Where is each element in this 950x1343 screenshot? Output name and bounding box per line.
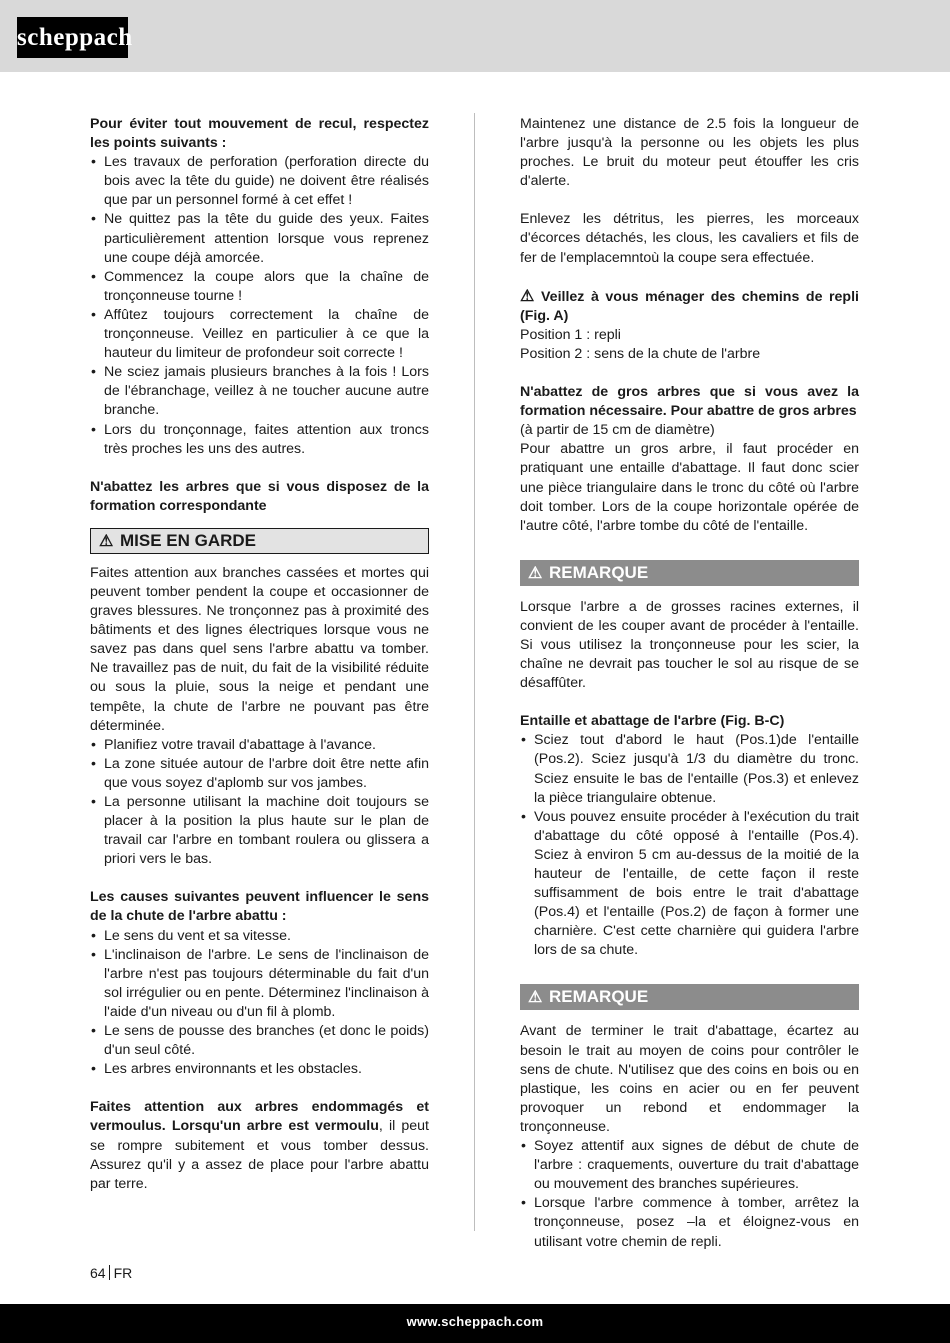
left-column [90, 115, 429, 1194]
notch-heading: Entaille et abattage de l'arbre (Fig. B-C) [520, 713, 785, 730]
warning-list [90, 736, 429, 870]
large-trees-paragraph: Pour abattre un gros arbre, il faut procéder en pratiquant une entaille d'abattage. Il faut donc scier une pièce triangulaire dans le tronc du côté où l'arbre doit tomber. Lors de la coupe horizontale opérée de l'autre côté, l'arbre tombe du côté de l'entaille. [520, 441, 859, 534]
column-divider [474, 113, 475, 1231]
page-number: 64 [90, 1265, 106, 1281]
damaged-trees-paragraph [90, 1098, 429, 1193]
language-code: FR [113, 1265, 133, 1281]
position-1-text: Position 1 : repli [520, 326, 621, 343]
list-item: • Commencez la coupe alors que la chaîne de tronçonneuse tourne ! [90, 268, 429, 306]
warning-triangle-icon: ⚠ [528, 564, 543, 582]
right-column [520, 115, 859, 1252]
warning-paragraph: Faites attention aux branches cassées et mortes qui peuvent tomber pendent la coupe et occasionner de graves blessures. Ne tronçonnez pas à proximité des bâtiments et des lignes électriques lorsque vous ne savez pas dans quel sens l'arbre abattu va tomber. Ne travaillez pas de nuit, du fait de la visibilité réduite ou sous la pluie, sous la neige et pendant une tempête, la chute de l'arbre ne pouvant pas être déterminée. [90, 564, 429, 734]
page-number-separator [109, 1265, 110, 1280]
list-item: • Le sens de pousse des branches (et donc le poids) d'un seul côté. [90, 1022, 429, 1060]
recoil-list [90, 153, 429, 459]
warning-triangle-icon: ⚠ [99, 532, 114, 550]
note-banner [520, 560, 859, 586]
damaged-trees-text: , il peut se rompre subitement et vous tomber dessus. Assurez qu'il y a assez de place pour l'arbre abattu par terre. [90, 1118, 430, 1192]
list-item: • Ne sciez jamais plusieurs branches à la fois ! Lors de l'ébranchage, veillez à ne toucher aucune autre branche. [90, 363, 429, 420]
footer-url[interactable]: www.scheppach.com [406, 1314, 544, 1329]
recoil-heading: Pour éviter tout mouvement de recul, respectez les points suivants : [90, 116, 429, 152]
list-item: • Les travaux de perforation (perforation directe du bois avec la tête du guide) ne doivent être réalisés que par un personnel formé à cet effet ! [90, 153, 429, 210]
position-2-text: Position 2 : sens de la chute de l'arbre [520, 345, 761, 362]
list-item: • La personne utilisant la machine doit toujours se placer à la position la plus haute sur le plan de travail car l'arbre en tombant roulera ou glissera a priori vers le bas. [90, 793, 429, 869]
list-item: • Ne quittez pas la tête du guide des yeux. Faites particulièrement attention lorsque vous reprenez une coupe déjà amorcée. [90, 210, 429, 267]
note-banner [520, 984, 859, 1010]
list-item: • L'inclinaison de l'arbre. Le sens de l'inclinaison de l'arbre n'est pas toujours déterminable du fait d'un sol irrégulier ou en pente. Déterminez l'inclinaison à l'aide d'un niveau ou d'un fil à plomb. [90, 946, 429, 1022]
warning-triangle-icon: ⚠ [528, 989, 543, 1007]
list-item: • La zone située autour de l'arbre doit être nette afin que vous soyez d'aplomb sur vos jambes. [90, 755, 429, 793]
list-item: • Affûtez toujours correctement la chaîne de tronçonneuse. Veillez en particulier à ce que la hauteur du limiteur de profondeur soit correcte ! [90, 306, 429, 363]
note-title: REMARQUE [549, 987, 649, 1007]
wedges-paragraph: Avant de terminer le trait d'abattage, écartez au besoin le trait au moyen de coins pour contrôler le sens de chute. N'utilisez que des coins en bois ou en plastique, les coins en acier ou en fer peuvent provoquer un rebond et endommager la tronçonneuse. [520, 1023, 859, 1135]
warning-banner [90, 528, 429, 554]
retreat-heading: ⚠ Veillez à vous ménager des chemins de repli (Fig. A) [520, 287, 859, 324]
large-trees-heading: N'abattez de gros arbres que si vous avez la formation nécessaire. Pour abattre de gros arbres [520, 384, 859, 420]
list-item: • Vous pouvez ensuite procéder à l'exécution du trait d'abattage du côté opposé à l'entaille (Pos.4). Sciez à environ 5 cm au-dessus de la moitié de la hauteur de l'entaille, de cette façon il reste suffisamment de bois entre le trait d'abattage (Pos.4) et l'entaille (Pos.2) de façon à former une charnière. C'est cette charnière qui guidera l'arbre lors de sa chute. [520, 808, 859, 961]
page-footer [0, 1304, 950, 1343]
roots-paragraph: Lorsque l'arbre a de grosses racines externes, il convient de les couper avant de procéder à l'entaille. Si vous utilisez la tronçonneuse pour les scier, la chaîne ne devrait pas toucher le sol au risque de se désaffûter. [520, 598, 859, 692]
causes-heading: Les causes suivantes peuvent influencer le sens de la chute de l'arbre abattu : [90, 889, 429, 925]
list-item: • Lorsque l'arbre commence à tomber, arrêtez la tronçonneuse, posez –la et éloignez-vous en utilisant votre chemin de repli. [520, 1194, 859, 1251]
note-title: REMARQUE [549, 562, 649, 582]
list-item: • Lors du tronçonnage, faites attention aux troncs très proches les uns des autres. [90, 421, 429, 459]
page-number-block [90, 1265, 132, 1281]
large-trees-note: (à partir de 15 cm de diamètre) [520, 422, 715, 439]
notch-list [520, 731, 859, 960]
page-header [0, 0, 950, 72]
brand-logo: scheppach [17, 17, 128, 58]
debris-paragraph: Enlevez les détritus, les pierres, les morceaux d'écorces détachés, les clous, les cavaliers et fils de fer de l'emplacemntoù la coupe sera effectuée. [520, 211, 859, 266]
warning-title: MISE EN GARDE [120, 530, 257, 550]
falling-signs-list [520, 1137, 859, 1252]
list-item: • Soyez attentif aux signes de début de chute de l'arbre : craquements, ouverture du trait d'abattage ou mouvement des branches supérieures. [520, 1137, 859, 1194]
list-item: • Planifiez votre travail d'abattage à l'avance. [90, 736, 429, 755]
warning-triangle-icon: ⚠ [520, 287, 535, 305]
list-item: • Le sens du vent et sa vitesse. [90, 927, 429, 946]
list-item: • Les arbres environnants et les obstacles. [90, 1060, 429, 1079]
damaged-trees-bold: Faites attention aux arbres endommagés et vermoulus. Lorsqu'un arbre est vermoulu [90, 1099, 429, 1135]
causes-list [90, 927, 429, 1080]
training-heading: N'abattez les arbres que si vous disposez de la formation correspondante [90, 478, 429, 514]
list-item: • Sciez tout d'abord le haut (Pos.1)de l'entaille (Pos.2). Sciez jusqu'à 1/3 du diamètre du tronc. Sciez ensuite le bas de l'entaille (Pos.3) et enlevez la pièce triangulaire obtenue. [520, 731, 859, 807]
distance-paragraph: Maintenez une distance de 2.5 fois la longueur de l'arbre jusqu'à la personne ou les objets les plus proches. Le bruit du moteur peut étouffer les cris d'alerte. [520, 116, 859, 190]
